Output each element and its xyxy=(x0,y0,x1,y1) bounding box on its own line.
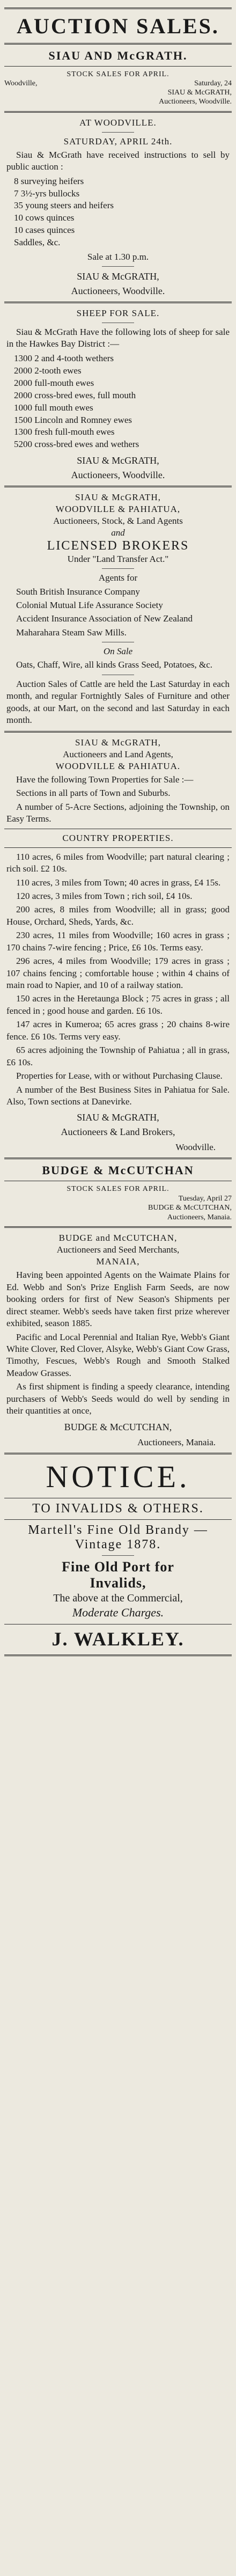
ad6-sign1: BUDGE & McCUTCHAN, xyxy=(148,1204,232,1212)
ad4-on-sale-head: On Sale xyxy=(103,646,133,657)
masthead-rule xyxy=(4,43,232,45)
ad4-agency: Maharahara Steam Saw Mills. xyxy=(16,627,127,638)
ad4-agents-for: Agents for xyxy=(98,573,138,583)
notice-name: J. WALKLEY. xyxy=(51,1628,185,1650)
notice-rule xyxy=(4,1519,232,1520)
ad1-rule xyxy=(4,66,232,67)
newspaper-column xyxy=(4,0,232,1664)
list-item: 1000 full mouth ewes xyxy=(14,402,93,413)
list-item: 35 young steers and heifers xyxy=(14,200,114,211)
ad4-licensed: LICENSED BROKERS xyxy=(47,539,189,553)
ad-at-woodville xyxy=(4,117,232,297)
list-item: 2000 2-tooth ewes xyxy=(14,365,82,376)
ad4-agency: Colonial Mutual Life Assurance Society xyxy=(16,599,163,610)
ad-budge-seeds xyxy=(4,1232,232,1448)
ad5-roles: Auctioneers and Land Agents, xyxy=(63,749,173,759)
ad-siau-brokers xyxy=(4,492,232,727)
notice-l2: Vintage 1878. xyxy=(75,1538,161,1552)
list-item: 1300 2 and 4-tooth wethers xyxy=(14,353,114,363)
bottom-rule xyxy=(4,1655,232,1656)
ad7-sign1: BUDGE & McCUTCHAN, xyxy=(64,1421,172,1432)
ad-siau-stock-sales xyxy=(4,49,232,107)
top-rule xyxy=(4,8,232,9)
ad7-roles: Auctioneers and Seed Merchants, xyxy=(56,1245,180,1255)
ad5-sign3: Woodville. xyxy=(175,1142,216,1152)
ad4-towns: WOODVILLE & PAHIATUA, xyxy=(55,504,181,515)
ad7-p3: As first shipment is finding a speedy clearance, intending purchasers of Webb's Seeds would do well by sending in their quantities at once, xyxy=(6,1381,230,1416)
property-item: 110 acres, 3 miles from Town; 40 acres in grass, £4 15s. xyxy=(16,877,221,888)
notice-l3: Fine Old Port for xyxy=(62,1559,174,1575)
ad1-sign2: Auctioneers, Woodville. xyxy=(159,98,232,106)
divider xyxy=(4,302,232,303)
divider xyxy=(4,486,232,487)
notice-l6: Moderate Charges. xyxy=(72,1606,164,1620)
ad5-p2: A number of 5-Acre Sections, adjoining the Township, on Easy Terms. xyxy=(6,801,230,824)
ad1-dateline xyxy=(4,79,232,88)
notice-l4: Invalids, xyxy=(90,1575,146,1591)
ad4-para: Auction Sales of Cattle are held the Last Saturday in each month, and regular Fortnightly Sales of Furniture and other goods, at our Mart, on the second and last Saturday in each month. xyxy=(6,678,230,726)
ad-budge-stock-sales xyxy=(4,1163,232,1222)
ad4-roles: Auctioneers, Stock, & Land Agents xyxy=(53,516,183,526)
ad1-sign1: SIAU & McGRATH, xyxy=(167,88,232,97)
ad7-p2: Pacific and Local Perennial and Italian Rye, Webb's Giant White Clover, Red Clover, Alsyke, Webb's Giant Cow Grass, Timothy, Fescues, Webb's Rough and Smooth Stalked Meadow Grasses. xyxy=(6,1331,230,1378)
ad5-p1: Sections in all parts of Town and Suburbs. xyxy=(16,788,171,799)
list-item: 2000 cross-bred ewes, full mouth xyxy=(14,390,136,400)
property-item: 296 acres, 4 miles from Woodville; 179 acres in grass ; 107 chains fencing ; comfortable house ; within 4 chains of main road to Napier, and 10 of a railway station. xyxy=(6,956,230,991)
ad5-intro: Have the following Town Properties for Sale :— xyxy=(16,774,194,785)
ad7-p1: Having been appointed Agents on the Waimate Plains for Ed. Webb and Son's Prize English Farm Seeds, are now booking orders for first of New Season's Shipments per direct steamer. Webb's seeds have taken first prize wherever exhibited, season 1885. xyxy=(6,1270,230,1329)
hairline xyxy=(102,568,134,569)
notice-title: NOTICE. xyxy=(46,1459,190,1495)
ad6-sign2: Auctioneers, Manaia. xyxy=(167,1213,232,1221)
list-item: 8 surveying heifers xyxy=(14,175,84,186)
property-item: 147 acres in Kumeroa; 65 acres grass ; 20 chains 8-wire fence. £6 10s. Terms very easy. xyxy=(6,1019,230,1042)
property-item: 200 acres, 8 miles from Woodville; all in grass; good House, Orchard, Sheds, Yards, &c. xyxy=(6,904,230,927)
list-item: 1500 Lincoln and Romney ewes xyxy=(14,414,132,425)
ad4-agency: South British Insurance Company xyxy=(16,586,140,597)
ad7-town: MANAIA, xyxy=(96,1256,140,1267)
ad1-place: Woodville, xyxy=(4,79,38,87)
property-item: 110 acres, 6 miles from Woodville; part natural clearing ; rich soil. £2 10s. xyxy=(6,851,230,874)
ad2-time: Sale at 1.30 p.m. xyxy=(87,252,149,262)
ad5-sign2: Auctioneers & Land Brokers, xyxy=(61,1126,175,1137)
ad4-firm: SIAU & McGRATH, xyxy=(75,492,161,502)
ad3-heading: SHEEP FOR SALE. xyxy=(76,308,160,318)
ad1-subhead: STOCK SALES FOR APRIL. xyxy=(67,70,169,78)
ad5-p3: Properties for Lease, with or without Purchasing Clause. xyxy=(16,1071,223,1081)
ad7-firm: BUDGE and McCUTCHAN, xyxy=(58,1233,178,1243)
ad6-firm: BUDGE & McCUTCHAN xyxy=(42,1163,194,1177)
ad5-country-head: COUNTRY PROPERTIES. xyxy=(62,832,174,843)
ad4-under: Under "Land Transfer Act." xyxy=(67,554,169,565)
masthead-title: AUCTION SALES. xyxy=(17,14,219,38)
ad1-firm: SIAU AND McGRATH. xyxy=(48,49,188,62)
ad1-day: Saturday, 24 xyxy=(194,79,232,87)
divider xyxy=(4,1158,232,1159)
ad4-on-sale: Oats, Chaff, Wire, all kinds Grass Seed, Potatoes, &c. xyxy=(16,660,213,670)
list-item: 10 cases quinces xyxy=(14,225,75,236)
ad-siau-properties xyxy=(4,737,232,1154)
ad3-sign2: Auctioneers, Woodville. xyxy=(71,469,165,480)
ad2-heading: AT WOODVILLE. xyxy=(79,117,157,128)
ad2-sign2: Auctioneers, Woodville. xyxy=(71,285,165,296)
ad3-intro: Siau & McGrath Have the following lots of sheep for sale in the Hawkes Bay District :— xyxy=(6,326,230,349)
property-item: 65 acres adjoining the Township of Pahiatua ; all in grass, £6 10s. xyxy=(6,1045,230,1067)
ad5-sign1: SIAU & McGRATH, xyxy=(77,1112,159,1123)
ad6-subhead: STOCK SALES FOR APRIL. xyxy=(67,1185,169,1194)
ad3-items xyxy=(14,353,232,451)
divider xyxy=(4,1226,232,1228)
notice-l5: The above at the Commercial, xyxy=(53,1592,183,1605)
list-item: 1300 fresh full-mouth ewes xyxy=(14,427,115,437)
ad5-towns: WOODVILLE & PAHIATUA. xyxy=(55,760,181,771)
ad4-and: and xyxy=(111,528,125,538)
hairline xyxy=(102,1555,134,1556)
notice-sub: TO INVALIDS & OTHERS. xyxy=(32,1502,204,1516)
divider xyxy=(4,1453,232,1454)
divider xyxy=(4,111,232,113)
list-item: 7 3½-yrs bullocks xyxy=(14,188,80,199)
ad5-rule xyxy=(4,847,232,848)
ad-notice-invalids xyxy=(4,1459,232,1656)
ad5-p4: A number of the Best Business Sites in Pahiatua for Sale. Also, Town sections at Danevirke. xyxy=(6,1084,230,1107)
property-item: 150 acres in the Heretaunga Block ; 75 acres in grass ; all fenced in ; good house and garden. £6 10s. xyxy=(6,993,230,1016)
list-item: Saddles, &c. xyxy=(14,237,61,248)
ad2-date: SATURDAY, APRIL 24th. xyxy=(63,136,173,147)
divider xyxy=(4,731,232,733)
ad2-sign1: SIAU & McGRATH, xyxy=(77,271,159,282)
ad2-intro: Siau & McGrath have received instructions to sell by public auction : xyxy=(6,149,230,172)
ad-sheep-for-sale xyxy=(4,308,232,481)
property-item: 120 acres, 3 miles from Town ; rich soil, £4 10s. xyxy=(16,890,193,901)
list-item: 5200 cross-bred ewes and wethers xyxy=(14,439,139,450)
list-item: 2000 full-mouth ewes xyxy=(14,377,94,388)
hairline xyxy=(102,266,134,267)
list-item: 10 cows quinces xyxy=(14,213,75,223)
notice-l1: Martell's Fine Old Brandy — xyxy=(28,1523,208,1538)
property-item: 230 acres, 11 miles from Woodville; 160 acres in grass ; 170 chains 7-wire fencing ; Price, £6 10s. Terms easy. xyxy=(6,930,230,953)
ad4-agency: Accident Insurance Association of New Zealand xyxy=(16,613,193,624)
ad2-items xyxy=(14,175,232,250)
ad5-firm: SIAU & McGRATH, xyxy=(75,737,161,748)
ad3-sign1: SIAU & McGRATH, xyxy=(77,455,159,466)
hairline xyxy=(102,132,134,133)
ad6-line1: Tuesday, April 27 xyxy=(178,1194,232,1203)
ad7-sign2: Auctioneers, Manaia. xyxy=(137,1437,216,1447)
